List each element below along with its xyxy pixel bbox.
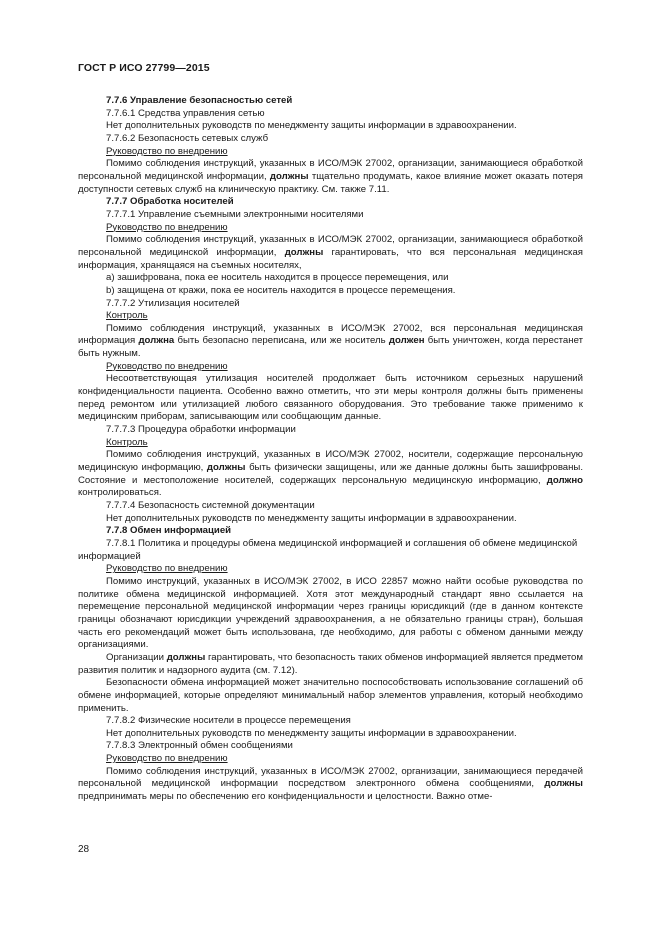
section-heading: 7.7.7 Обработка носителей [106,196,234,208]
subsection-heading: 7.7.8.2 Физические носители в процессе перемещения [106,715,351,727]
clause-label: Руководство по внедрению [106,221,228,233]
paragraph [78,272,583,285]
subsection-heading: 7.7.7.3 Процедура обработки информации [106,424,296,436]
text-run: Нет дополнительных руководств по менеджменту защиты информации в здравоохранении. [106,120,517,132]
clause-label: Руководство по внедрению [106,145,228,157]
text-run: Безопасности обмена информацией может значительно поспособствовать использование соглашений об обмене информацией, которые определяют минимальный набор элементов управления, который необходимо применить. [78,677,583,714]
paragraph [78,677,583,715]
clause-label: Руководство по внедрению [106,753,228,765]
text-run: Помимо соблюдения инструкций, указанных в ИСО/МЭК 27002, организации, занимающиеся обработкой персональной медицинской информации, [78,158,583,182]
subsection-heading: 7.7.7.2 Утилизация носителей [106,297,240,309]
paragraph [78,449,583,500]
text-run: быть безопасно переписана, или же носитель [174,335,389,347]
emphasis-text: должны [166,651,206,663]
text-run: Организации [106,651,167,663]
text-run: Помимо инструкций, указанных в ИСО/МЭК 27002, в ИСО 22857 можно найти особые руководства по политике обмена медицинской информацией. Хотя этот международный стандарт явно ссылается на перемещение персональной медицинской информации через границы юрисдикций (где в данном контексте границы обозначают юрисдикции учреждений здравоохранения, а не обязательно границы стран), большая часть его рекомендаций может быть использована, где необходимо, для работы с обменом данными между организациями. [78,575,583,651]
text-run: a) зашифрована, пока ее носитель находится в процессе перемещения, или [106,272,449,284]
subsection-heading: 7.7.8.3 Электронный обмен сообщениями [106,740,293,752]
text-run: тщательно продумать, какое влияние может оказать потеря доступности сетевых служб на клиническую практику. См. также 7.11. [78,170,584,195]
text-run: Нет дополнительных руководств по менеджменту защиты информации в здравоохранении. [106,512,517,524]
text-run: Нет дополнительных руководств по менеджменту защиты информации в здравоохранении. [106,727,517,739]
emphasis-text: должен [388,335,425,347]
clause-label: Контроль [106,436,148,448]
paragraph [78,728,583,741]
section-heading: 7.7.6 Управление безопасностью сетей [106,95,293,106]
emphasis-text: должно [546,474,583,486]
paragraph [78,285,583,298]
subsection-heading: 7.7.8.1 Политика и процедуры обмена медицинской информацией и соглашения об обмене медицинской информацией [78,537,578,562]
section-heading: 7.7.8 Обмен информацией [106,525,232,537]
paragraph [78,513,583,526]
text-run: гарантировать, что безопасность таких обменов информацией является предметом развития политик и надзорного аудита (см. 7.12). [78,651,583,676]
text-run: Помимо соблюдения инструкций, указанных в ИСО/МЭК 27002, организации, занимающиеся обработкой персональной медицинской информации, [78,234,583,258]
clause-label: Руководство по внедрению [106,360,228,372]
paragraph [78,120,583,133]
text-run: быть уничтожен, когда перестанет быть нужным. [78,335,583,360]
clause-label: Контроль [106,310,148,322]
subsection-heading: 7.7.6.1 Средства управления сетью [106,107,265,119]
text-run: быть физически защищены, или же данные должны быть зашифрованы. Состояние и местоположение носителей, содержащих персональную медицинскую информацию, [78,462,583,486]
emphasis-text: должны [284,246,324,258]
subsection-heading: 7.7.7.1 Управление съемными электронными носителями [106,208,364,220]
paragraph [78,766,583,804]
paragraph [78,234,583,272]
subsection-heading: 7.7.7.4 Безопасность системной документации [106,500,315,511]
paragraph [78,373,583,424]
subsection-heading: 7.7.6.2 Безопасность сетевых служб [106,132,269,144]
paragraph [78,576,583,652]
text-run: Помимо соблюдения инструкций, указанных в ИСО/МЭК 27002, организации, занимающиеся передачей персональной медицинской информации посредством электронного обмена сообщениями, [78,765,583,790]
text-run: Несоответствующая утилизация носителей продолжает быть источником серьезных нарушений конфиденциальности пациента. Особенно важно отметить, что эти меры контроля должны быть применены перед ремонтом или утилизацией любого связанного оборудования. Это требование также применимо к медицинским приборам, записывающим или сообщающим данные. [78,373,583,423]
emphasis-text: должны [206,462,246,474]
clause-label: Руководство по внедрению [106,563,228,575]
emphasis-text: должны [269,170,309,182]
text-run: предпринимать меры по обеспечению его конфиденциальности и целостности. Важно отме- [78,791,493,803]
emphasis-text: должны [544,778,583,790]
text-run: Помимо соблюдения инструкций, указанных в ИСО/МЭК 27002, носители, содержащие персональную медицинскую информацию, [78,449,583,474]
text-run: гарантировать, что вся персональная медицинская информация, хранящаяся на съемных носителях, [78,246,584,271]
text-run: b) защищена от кражи, пока ее носитель находится в процессе перемещения. [106,284,456,296]
text-run: Помимо соблюдения инструкций, указанных в ИСО/МЭК 27002, вся персональная медицинская информация [78,322,583,347]
paragraph [78,652,583,677]
document-body [78,95,583,804]
text-run: контролироваться. [78,487,162,499]
paragraph [78,158,583,196]
emphasis-text: должна [138,335,175,347]
page-header: ГОСТ Р ИСО 27799—2015 [78,62,210,74]
page-number: 28 [78,844,90,855]
paragraph [78,323,583,361]
